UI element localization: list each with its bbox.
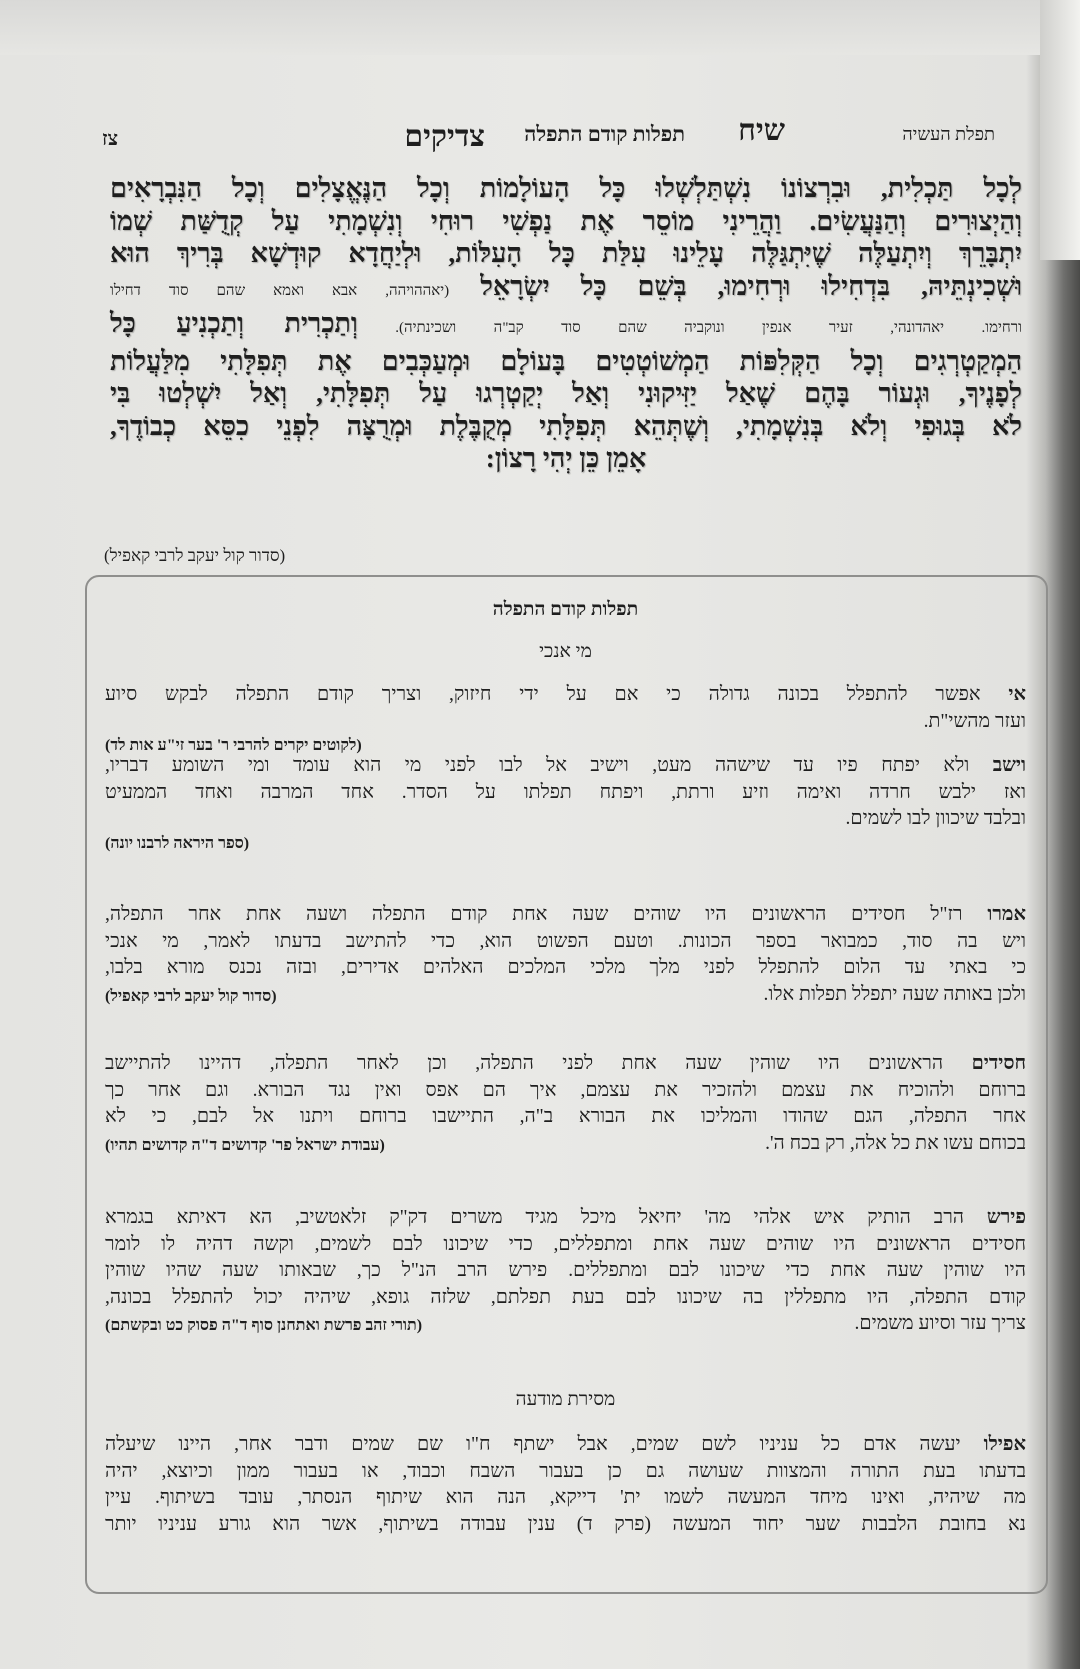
line-text: ואז ילבש חרדה ואימה וזיע ורתת, ויפתח תפלתו על הסדר. אחד המרבה ואחד הממעיט xyxy=(105,781,1026,803)
box-line xyxy=(105,1459,1026,1486)
line-text: ובלבד שיכוון לבו לשמים. xyxy=(845,808,1026,830)
page-number: צז xyxy=(102,128,119,150)
line-text: נא בחובת הלבבות שער יחוד המעשה (פרק ד) ענין עבודה בשיתוף, אשר הוא גורע עניניו יותר xyxy=(105,1513,1026,1535)
box-line xyxy=(105,929,1026,956)
lead-word: חסידים xyxy=(971,1053,1026,1074)
box-line xyxy=(105,1285,1026,1312)
box-title: תפלות קודם התפלה xyxy=(492,599,639,620)
adjacent-page-edge xyxy=(1040,0,1080,260)
header-section: תפלת העשיה xyxy=(902,124,995,144)
box-paragraph xyxy=(105,753,1026,855)
kabbalistic-note: (יאההויהה, אבא ואמא שהם סוד דחילו xyxy=(110,282,450,299)
lead-word: וישב xyxy=(992,755,1026,776)
prayer-source: (סדור קול יעקב לרבי קאפיל) xyxy=(104,546,286,565)
source-citation: (עבודת ישראל פר' קדושים ד"ה קדושים תהיו) xyxy=(105,1136,385,1154)
box-line xyxy=(105,1432,1026,1459)
line-text: בכוחם עשו את כל אלה, רק בכח ה'. xyxy=(765,1132,1026,1154)
box-line xyxy=(105,1258,1026,1285)
box-paragraph xyxy=(105,902,1026,1008)
prayer-segment: הַמְקַטְרְגִים וְכָל הַקְּלִפּוֹת הַמְשׁוֹטְטִים בָּעוֹלָם וּמְעַכְּבִים אֶת תְּפִלָּתִי מִלַּעֲלוֹת xyxy=(110,345,1022,376)
box-line xyxy=(105,1104,1026,1131)
line-text: ולכן באותה שעה יתפלל תפלות אלו. xyxy=(763,983,1026,1005)
running-header xyxy=(90,114,995,158)
prayer-line xyxy=(110,442,1022,475)
line-text: ועזר מהשי"ת. xyxy=(923,710,1026,732)
lead-word: אפילו xyxy=(983,1434,1026,1455)
box-line xyxy=(105,682,1026,709)
kabbalistic-note: ורחימו. יאהדונהי, זעיר אנפין ונוקביה שהם סוד קב"ה ושכינתיה). xyxy=(357,320,1022,336)
box-subtitle: מי אנכי xyxy=(539,641,592,662)
box-line xyxy=(105,753,1026,780)
box-line xyxy=(105,1485,1026,1512)
line-text: יעשה אדם כל עניניו לשם שמים, אבל ישתף ח"ו שם שמים ודבר אחר, היינו שיעלה xyxy=(105,1434,984,1455)
box-line xyxy=(105,955,1026,982)
prayer-line xyxy=(110,205,1022,238)
lead-word: פירש xyxy=(986,1207,1026,1228)
box-line xyxy=(105,780,1026,807)
box-paragraph xyxy=(105,682,1026,757)
prayer-line xyxy=(110,237,1022,270)
lead-word: אמרו xyxy=(987,904,1026,925)
box-paragraph xyxy=(105,1051,1026,1157)
source-citation: (לקוטים יקרים להרבי ר' בער זי"ע אות לד) xyxy=(105,737,362,755)
prayer-line xyxy=(110,270,1022,308)
box-line xyxy=(105,902,1026,929)
line-text: צריך עזר וסיוע משמים. xyxy=(854,1313,1026,1335)
box-line xyxy=(105,1051,1026,1078)
box-paragraph xyxy=(105,1205,1026,1338)
prayer-segment: וְהַיְצוּרִים וְהַנַּעֲשִׂים. וַהֲרֵינִי מוֹסֵר אֶת נַפְשִׁי רוּחִי וְנִשְׁמָתִי עַל קְדֻשַּׁת שְׁמוֹ xyxy=(110,205,1022,236)
prayer-line xyxy=(110,410,1022,443)
line-text: ויש בה סוד, כמבואר בספר הכונות. וטעם הפשוט הוא, כדי להתישב בדעתו לאמר, מי אנכי xyxy=(105,930,1026,952)
prayer-segment: יִתְבָּרֵךְ וְיִתְעַלֶּה שֶׁיִּתְגַּלֶּה עָלֵינוּ עִלַּת כָּל הָעִלּוֹת, וּלְיַחֲדָא קוּדְשָׁא בְּרִיךְ הוּא xyxy=(110,238,1022,268)
box-paragraph xyxy=(105,1432,1026,1538)
prayer-text xyxy=(110,172,1022,475)
box-line xyxy=(105,1131,1026,1158)
page-top-shadow xyxy=(0,0,1040,55)
line-text: חסידים הראשונים היו שוהים שעה אחת ומתפללים, כדי שיכונו לבם לשמים, וקשה דהיה לו לומר xyxy=(105,1233,1026,1255)
line-text: כי באתי עד הלום להתפלל לפני מלך מלכי המלכים האלהים אדירים, ובזה נכנס מורא בלבו, xyxy=(105,957,1026,979)
prayer-segment: וְתַכְרִית וְתַכְנִיעַ כָּל xyxy=(110,308,358,338)
prayer-segment: לְפָנֶיךָ, וּגְעוֹר בָּהֶם שֶׁאַל יַזִּיקוּנִי וְאַל יְקַטְרְגוּ עַל תְּפִלָּתִי, וְאַל יִשְׁלְטוּ בִּי xyxy=(110,378,1022,408)
source-citation: (ספר היראה לרבנו יונה) xyxy=(105,834,250,852)
box-line xyxy=(105,1078,1026,1105)
box-heading-mesirat-modaa: מסירת מודעה xyxy=(515,1389,616,1410)
prayer-line xyxy=(110,377,1022,410)
line-text: הרב הותיק איש אלהי מה' יחיאל מיכל מגיד משרים דק"ק זלאטשיב, הא דאיתא בגמרא xyxy=(105,1207,987,1228)
box-line xyxy=(105,1512,1026,1539)
header-title: תפלות קודם התפלה xyxy=(524,122,685,146)
line-text: קודם התפלה, היו מתפללין בה שיכונו לבם בעת תפלתם, שלזה גופא, שיהיה יכול להתפלל בכונה, xyxy=(105,1286,1026,1308)
line-text: מה שיהיה, ואינו מיחד המעשה לשמו ית' דייקא, הנה הוא שיתוף הנסתר, עובד בשיתוף. עיין xyxy=(105,1487,1026,1509)
prayer-line xyxy=(110,307,1022,345)
prayer-segment: לְכָל תַּכְלִית, וּבִרְצוֹנוֹ נִשְׁתַּלְשְׁלוּ כָּל הָעוֹלָמוֹת וְכָל הַנֶּאֱצָלִים וְכָל הַנִּבְרָאִים xyxy=(110,173,1022,203)
prayer-segment: אָמֵן כֵּן יְהִי רָצוֹן: xyxy=(485,443,647,473)
prayer-segment: וּשְׁכִינְתֵּיהּ, בִּדְחִילוּ וּרְחִימוּ, בְּשֵׁם כָּל יִשְׂרָאֵל xyxy=(449,270,1022,301)
line-text: הראשונים היו שוהין שעה אחת לפני התפלה, וכן לאחר התפלה, דהיינו להתיישב xyxy=(105,1053,972,1074)
header-tzadikim: צדיקים xyxy=(404,120,485,153)
line-text: ברוחם ולהוכיח את עצמם ולהזכיר את עצמם, איך הם אפס ואין נגד הבורא. וגם אחר כך xyxy=(105,1079,1026,1101)
prayer-segment: לֹא בְּגוּפִי וְלֹא בְּנִשְׁמָתִי, וְשֶׁתְּהֵא תְּפִלָּתִי מְקֻבֶּלֶת וּמְרֻצָּה לִפְנֵי כִסֵּא כְבוֹדֶךָ, xyxy=(110,410,1022,441)
source-citation: (תורי זהב פרשת ואתחנן סוף ד"ה פסוק כט ובקשתם) xyxy=(105,1317,423,1335)
source-citation: (סדור קול יעקב לרבי קאפיל) xyxy=(105,987,277,1005)
box-line xyxy=(105,982,1026,1009)
line-text: אפשר להתפלל בכונה גדולה כי אם על ידי חיזוק, וצריך קודם התפלה לבקש סיוע xyxy=(105,684,1009,705)
sidebar-box xyxy=(85,575,1048,1594)
box-line xyxy=(105,1232,1026,1259)
box-line xyxy=(105,1205,1026,1232)
header-siach: שיח xyxy=(738,114,785,147)
line-text: בדעתו בעת התורה והמצוות שעושה גם כן בעבור השבח וכבוד, או בעבור ממון וכיוצא, יהיה xyxy=(105,1460,1026,1482)
prayer-line xyxy=(110,345,1022,378)
box-line xyxy=(105,709,1026,736)
prayer-line xyxy=(110,172,1022,205)
line-text: היו שוהין שעה אחת כדי שיכונו לבם ומתפללים. פירש הרב הנ"ל כך, שבאותו שעה שהיו שוהין xyxy=(105,1260,1026,1282)
line-text: אחר התפלה, הגם שהודו והמליכו את הבורא ב"ה, התיישבו ברוחם ויתנו אל לבם, כי לא xyxy=(105,1106,1026,1128)
lead-word: אי xyxy=(1008,684,1026,705)
box-line xyxy=(105,806,1026,833)
line-text: ולא יפתח פיו עד שישהה מעט, וישיב אל לבו לפני מי הוא עומד ומי השומע דבריו, xyxy=(105,755,993,776)
box-line xyxy=(105,1311,1026,1338)
line-text: רז"ל חסידים הראשונים היו שוהים שעה אחת קודם התפלה ושעה אחת אחר התפלה, xyxy=(105,904,988,925)
